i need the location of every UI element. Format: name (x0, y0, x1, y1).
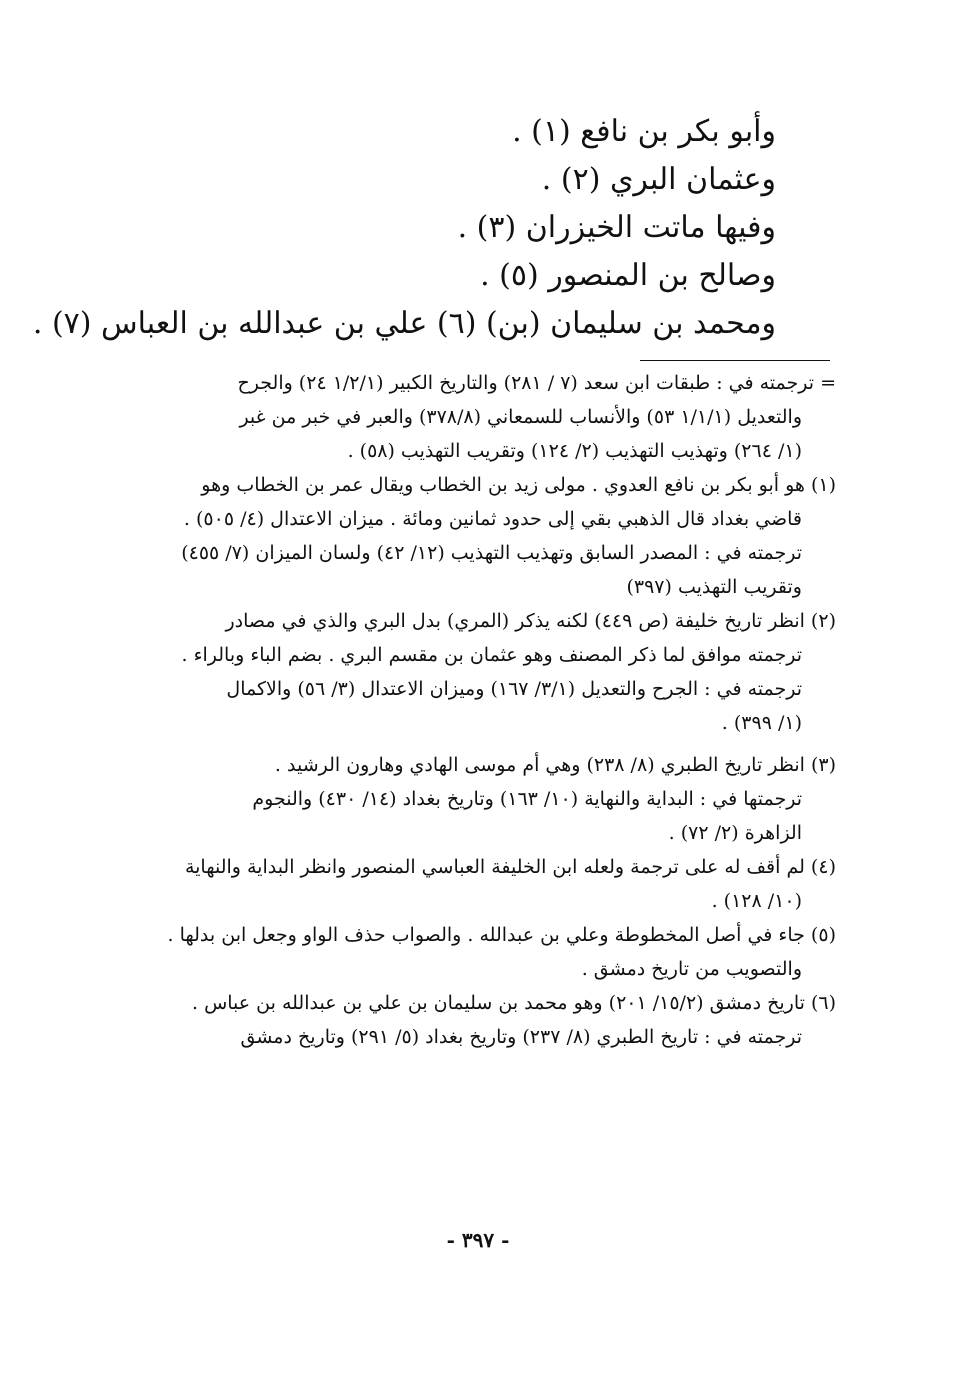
footnote-4 (130, 850, 836, 918)
footnote-line: (٢) انظر تاريخ خليفة (ص ٤٤٩) لكنه يذكر (المري) بدل البري والذي في مصادر (225, 610, 836, 632)
footnote-line: والتصويب من تاريخ دمشق . (581, 958, 802, 980)
footnote-line: وتقريب التهذيب (٣٩٧) (626, 576, 802, 598)
footnote-line: (١/ ٢٦٤) وتهذيب التهذيب (٢/ ١٢٤) وتقريب التهذيب (٥٨) . (347, 440, 802, 462)
footnote-line: ترجمتها في : البداية والنهاية (١٠/ ١٦٣) وتاريخ بغداد (١٤/ ٤٣٠) والنجوم (252, 788, 802, 810)
footnote-line: ترجمته في : الجرح والتعديل (٣/١/ ١٦٧) وميزان الاعتدال (٣/ ٥٦) والاكمال (226, 678, 802, 700)
footnote-line: (١٠/ ١٢٨) . (711, 890, 802, 912)
main-line: ومحمد بن سليمان (بن) (٦) علي بن عبدالله بن العباس (٧) . (32, 306, 776, 341)
footnote-continued (130, 366, 836, 468)
main-line: وصالح بن المنصور (٥) . (480, 258, 776, 293)
footnote-line: (٥) جاء في أصل المخطوطة وعلي بن عبدالله . والصواب حذف الواو وجعل ابن بدلها . (167, 924, 836, 946)
footnote-line: (٣) انظر تاريخ الطبري (٨/ ٢٣٨) وهي أم موسى الهادي وهارون الرشيد . (274, 754, 836, 776)
footnote-6 (130, 986, 836, 1054)
footnote-1 (130, 468, 836, 604)
footnote-2 (130, 604, 836, 740)
footnote-line: (١/ ٣٩٩) . (721, 712, 802, 734)
footnote-line: = ترجمته في : طبقات ابن سعد (٧ / ٢٨١) والتاريخ الكبير (١/٢/١ ٢٤) والجرح (237, 372, 836, 394)
main-line: وعثمان البري (٢) . (541, 162, 776, 197)
main-line: وأبو بكر بن نافع (١) . (512, 114, 776, 149)
main-line: وفيها ماتت الخيزران (٣) . (457, 210, 776, 245)
footnote-line: ترجمته في : تاريخ الطبري (٨/ ٢٣٧) وتاريخ بغداد (٥/ ٢٩١) وتاريخ دمشق (240, 1026, 802, 1048)
footnote-line: (٤) لم أقف له على ترجمة ولعله ابن الخليفة العباسي المنصور وانظر البداية والنهاية (184, 856, 836, 878)
footnote-line: ترجمته موافق لما ذكر المصنف وهو عثمان بن مقسم البري . بضم الباء وبالراء . (181, 644, 802, 666)
footnote-line: الزاهرة (٢/ ٧٢) . (668, 822, 802, 844)
footnote-line: والتعديل (١/١/١ ٥٣) والأنساب للسمعاني (٣٧٨/٨) والعبر في خبر من غبر (239, 406, 802, 428)
footnote-3 (130, 748, 836, 850)
footnote-line: (١) هو أبو بكر بن نافع العدوي . مولى زيد بن الخطاب ويقال عمر بن الخطاب وهو (201, 474, 836, 496)
footnote-separator (640, 360, 830, 361)
footnote-line: قاضي بغداد قال الذهبي بقي إلى حدود ثمانين ومائة . ميزان الاعتدال (٤/ ٥٠٥) . (183, 508, 802, 530)
footnote-5 (130, 918, 836, 986)
main-text (32, 108, 776, 348)
footnote-line: ترجمته في : المصدر السابق وتهذيب التهذيب (١٢/ ٤٢) ولسان الميزان (٧/ ٤٥٥) (181, 542, 802, 564)
footnotes (130, 366, 836, 1054)
footnote-line: (٦) تاريخ دمشق (١٥/٢/ ٢٠١) وهو محمد بن سليمان بن علي بن عبدالله بن عباس . (191, 992, 836, 1014)
page-number: - ٣٩٧ - (446, 1228, 510, 1252)
